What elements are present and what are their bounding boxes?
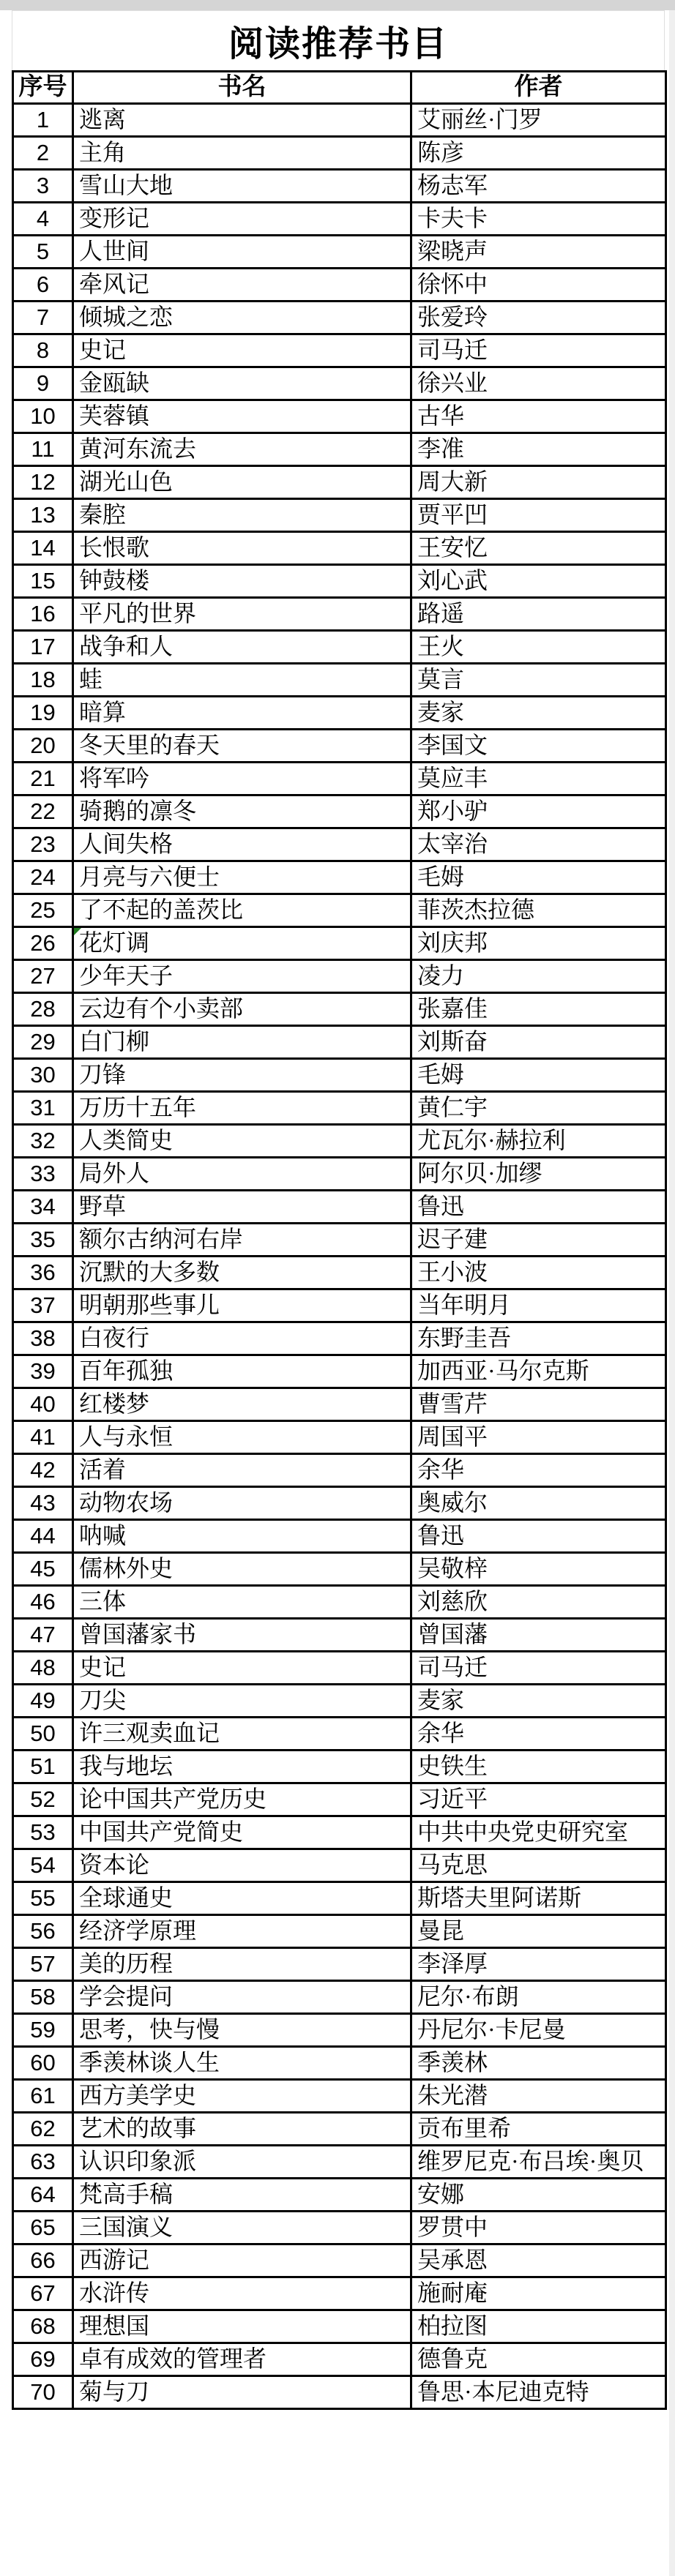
row-number-cell: 17 [13, 631, 73, 664]
author-cell: 马克思 [411, 1849, 666, 1882]
table-row [13, 1158, 666, 1191]
table-row [13, 927, 666, 960]
row-number-cell: 44 [13, 1520, 73, 1553]
book-title-cell: 云边有个小卖部 [73, 993, 411, 1026]
book-title-cell: 动物农场 [73, 1487, 411, 1520]
page-title: 阅读推荐书目 [12, 10, 665, 70]
row-number-cell: 13 [13, 499, 73, 532]
author-cell: 罗贯中 [411, 2212, 666, 2244]
row-number-cell: 12 [13, 466, 73, 499]
table-header [13, 72, 666, 104]
author-cell: 安娜 [411, 2179, 666, 2212]
author-cell: 梁晓声 [411, 236, 666, 269]
table-row [13, 1092, 666, 1125]
book-title-cell: 钟鼓楼 [73, 565, 411, 598]
row-number-cell: 4 [13, 203, 73, 236]
row-number-cell: 45 [13, 1553, 73, 1586]
author-cell: 鲁迅 [411, 1191, 666, 1224]
author-cell: 王火 [411, 631, 666, 664]
author-cell: 毛姆 [411, 1059, 666, 1092]
table-row [13, 499, 666, 532]
book-title-cell: 中国共产党简史 [73, 1816, 411, 1849]
author-cell: 黄仁宇 [411, 1092, 666, 1125]
book-title-cell: 史记 [73, 1652, 411, 1685]
table-row [13, 763, 666, 795]
author-cell: 艾丽丝·门罗 [411, 104, 666, 137]
author-cell: 李泽厚 [411, 1948, 666, 1981]
row-number-cell: 53 [13, 1816, 73, 1849]
book-title-cell: 万历十五年 [73, 1092, 411, 1125]
author-cell: 尼尔·布朗 [411, 1981, 666, 2014]
table-row [13, 1948, 666, 1981]
row-number-cell: 29 [13, 1026, 73, 1059]
row-number-cell: 49 [13, 1685, 73, 1718]
author-cell: 曾国藩 [411, 1619, 666, 1652]
row-number-cell: 16 [13, 598, 73, 631]
table-row [13, 1981, 666, 2014]
author-cell: 李国文 [411, 730, 666, 763]
book-title-cell: 牵风记 [73, 269, 411, 302]
author-cell: 吴敬梓 [411, 1553, 666, 1586]
row-number-cell: 33 [13, 1158, 73, 1191]
table-row [13, 1059, 666, 1092]
table-row [13, 1849, 666, 1882]
author-cell: 路遥 [411, 598, 666, 631]
table-row [13, 1652, 666, 1685]
author-cell: 莫言 [411, 664, 666, 697]
column-header-author: 作者 [411, 72, 666, 104]
row-number-cell: 70 [13, 2376, 73, 2409]
author-cell: 鲁迅 [411, 1520, 666, 1553]
book-title-cell: 儒林外史 [73, 1553, 411, 1586]
book-title-cell: 少年天子 [73, 960, 411, 993]
row-number-cell: 25 [13, 894, 73, 927]
book-title-cell: 战争和人 [73, 631, 411, 664]
author-cell: 周国平 [411, 1421, 666, 1454]
table-row [13, 2376, 666, 2409]
row-number-cell: 10 [13, 400, 73, 433]
comment-marker-icon [74, 928, 81, 935]
right-margin-strip [669, 10, 675, 2576]
author-cell: 菲茨杰拉德 [411, 894, 666, 927]
row-number-cell: 69 [13, 2343, 73, 2376]
book-title-cell: 平凡的世界 [73, 598, 411, 631]
book-title-cell: 明朝那些事儿 [73, 1289, 411, 1322]
table-row [13, 1553, 666, 1586]
row-number-cell: 5 [13, 236, 73, 269]
book-title-cell: 雪山大地 [73, 170, 411, 203]
author-cell: 司马迁 [411, 334, 666, 367]
row-number-cell: 6 [13, 269, 73, 302]
table-row [13, 598, 666, 631]
table-row [13, 236, 666, 269]
table-row [13, 1685, 666, 1718]
table-row [13, 1355, 666, 1388]
book-title-cell: 逃离 [73, 104, 411, 137]
table-row [13, 1257, 666, 1289]
book-title-cell: 美的历程 [73, 1948, 411, 1981]
row-number-cell: 18 [13, 664, 73, 697]
row-number-cell: 30 [13, 1059, 73, 1092]
book-title-cell: 三体 [73, 1586, 411, 1619]
author-cell: 麦家 [411, 1685, 666, 1718]
book-title-cell: 呐喊 [73, 1520, 411, 1553]
book-title-cell: 人世间 [73, 236, 411, 269]
row-number-cell: 11 [13, 433, 73, 466]
book-table-body [13, 104, 666, 2409]
book-title-cell: 论中国共产党历史 [73, 1783, 411, 1816]
book-title-cell: 红楼梦 [73, 1388, 411, 1421]
row-number-cell: 66 [13, 2244, 73, 2277]
row-number-cell: 59 [13, 2014, 73, 2047]
table-row [13, 466, 666, 499]
table-row [13, 2113, 666, 2146]
table-row [13, 993, 666, 1026]
table-row [13, 137, 666, 170]
author-cell: 加西亚·马尔克斯 [411, 1355, 666, 1388]
book-title-cell: 野草 [73, 1191, 411, 1224]
author-cell: 余华 [411, 1718, 666, 1751]
author-cell: 施耐庵 [411, 2277, 666, 2310]
row-number-cell: 32 [13, 1125, 73, 1158]
row-number-cell: 57 [13, 1948, 73, 1981]
book-title-cell: 理想国 [73, 2310, 411, 2343]
header-row [13, 72, 666, 104]
table-row [13, 170, 666, 203]
author-cell: 奥威尔 [411, 1487, 666, 1520]
row-number-cell: 14 [13, 532, 73, 565]
book-title-cell: 学会提问 [73, 1981, 411, 2014]
author-cell: 鲁思·本尼迪克特 [411, 2376, 666, 2409]
book-title-cell: 长恨歌 [73, 532, 411, 565]
author-cell: 毛姆 [411, 861, 666, 894]
author-cell: 德鲁克 [411, 2343, 666, 2376]
author-cell: 刘慈欣 [411, 1586, 666, 1619]
book-title-cell: 蛙 [73, 664, 411, 697]
author-cell: 刘庆邦 [411, 927, 666, 960]
book-title-cell: 沉默的大多数 [73, 1257, 411, 1289]
row-number-cell: 19 [13, 697, 73, 730]
table-row [13, 1289, 666, 1322]
table-row [13, 894, 666, 927]
table-row [13, 1026, 666, 1059]
author-cell: 史铁生 [411, 1751, 666, 1783]
row-number-cell: 60 [13, 2047, 73, 2080]
author-cell: 王安忆 [411, 532, 666, 565]
author-cell: 陈彦 [411, 137, 666, 170]
author-cell: 刘心武 [411, 565, 666, 598]
book-title-cell: 史记 [73, 334, 411, 367]
row-number-cell: 35 [13, 1224, 73, 1257]
row-number-cell: 37 [13, 1289, 73, 1322]
row-number-cell: 23 [13, 828, 73, 861]
table-row [13, 1520, 666, 1553]
row-number-cell: 27 [13, 960, 73, 993]
author-cell: 柏拉图 [411, 2310, 666, 2343]
book-title-cell: 了不起的盖茨比 [73, 894, 411, 927]
book-title-cell: 额尔古纳河右岸 [73, 1224, 411, 1257]
book-title-cell: 芙蓉镇 [73, 400, 411, 433]
book-title-cell: 许三观卖血记 [73, 1718, 411, 1751]
author-cell: 曼昆 [411, 1915, 666, 1948]
row-number-cell: 15 [13, 565, 73, 598]
author-cell: 郑小驴 [411, 795, 666, 828]
table-row [13, 2343, 666, 2376]
book-title-cell: 西方美学史 [73, 2080, 411, 2113]
table-row [13, 2047, 666, 2080]
table-row [13, 1783, 666, 1816]
book-title-cell: 认识印象派 [73, 2146, 411, 2179]
book-title-cell: 人类简史 [73, 1125, 411, 1158]
table-row [13, 631, 666, 664]
author-cell: 凌力 [411, 960, 666, 993]
row-number-cell: 34 [13, 1191, 73, 1224]
book-title-cell: 思考，快与慢 [73, 2014, 411, 2047]
table-row [13, 1586, 666, 1619]
row-number-cell: 36 [13, 1257, 73, 1289]
table-row [13, 1816, 666, 1849]
author-cell: 季羡林 [411, 2047, 666, 2080]
table-row [13, 1421, 666, 1454]
row-number-cell: 41 [13, 1421, 73, 1454]
book-title-cell: 我与地坛 [73, 1751, 411, 1783]
row-number-cell: 52 [13, 1783, 73, 1816]
table-row [13, 1487, 666, 1520]
table-row [13, 1751, 666, 1783]
row-number-cell: 61 [13, 2080, 73, 2113]
book-title-cell: 梵高手稿 [73, 2179, 411, 2212]
table-row [13, 1619, 666, 1652]
table-row [13, 302, 666, 334]
column-header-book-title: 书名 [73, 72, 411, 104]
author-cell: 斯塔夫里阿诺斯 [411, 1882, 666, 1915]
table-row [13, 1224, 666, 1257]
author-cell: 当年明月 [411, 1289, 666, 1322]
table-row [13, 861, 666, 894]
book-title-cell: 人间失格 [73, 828, 411, 861]
row-number-cell: 47 [13, 1619, 73, 1652]
book-title-cell: 刀尖 [73, 1685, 411, 1718]
row-number-cell: 51 [13, 1751, 73, 1783]
row-number-cell: 50 [13, 1718, 73, 1751]
row-number-cell: 1 [13, 104, 73, 137]
book-title-cell: 骑鹅的凛冬 [73, 795, 411, 828]
row-number-cell: 48 [13, 1652, 73, 1685]
top-margin-strip [0, 0, 675, 10]
book-title-cell: 将军吟 [73, 763, 411, 795]
row-number-cell: 42 [13, 1454, 73, 1487]
row-number-cell: 8 [13, 334, 73, 367]
book-title-cell: 变形记 [73, 203, 411, 236]
author-cell: 维罗尼克·布吕埃·奥贝 [411, 2146, 666, 2179]
table-row [13, 1915, 666, 1948]
table-row [13, 664, 666, 697]
table-row [13, 2179, 666, 2212]
row-number-cell: 58 [13, 1981, 73, 2014]
row-number-cell: 67 [13, 2277, 73, 2310]
author-cell: 古华 [411, 400, 666, 433]
table-row [13, 1718, 666, 1751]
author-cell: 麦家 [411, 697, 666, 730]
column-header-number: 序号 [13, 72, 73, 104]
row-number-cell: 26 [13, 927, 73, 960]
table-row [13, 960, 666, 993]
row-number-cell: 63 [13, 2146, 73, 2179]
author-cell: 阿尔贝·加缪 [411, 1158, 666, 1191]
row-number-cell: 38 [13, 1322, 73, 1355]
book-title-cell: 月亮与六便士 [73, 861, 411, 894]
book-title-cell: 花灯调 [73, 927, 411, 960]
book-title-cell: 人与永恒 [73, 1421, 411, 1454]
row-number-cell: 39 [13, 1355, 73, 1388]
row-number-cell: 68 [13, 2310, 73, 2343]
author-cell: 曹雪芹 [411, 1388, 666, 1421]
table-row [13, 532, 666, 565]
row-number-cell: 62 [13, 2113, 73, 2146]
book-title-cell: 卓有成效的管理者 [73, 2343, 411, 2376]
book-title-cell: 白夜行 [73, 1322, 411, 1355]
author-cell: 余华 [411, 1454, 666, 1487]
author-cell: 迟子建 [411, 1224, 666, 1257]
author-cell: 莫应丰 [411, 763, 666, 795]
table-row [13, 433, 666, 466]
book-title-cell: 活着 [73, 1454, 411, 1487]
author-cell: 吴承恩 [411, 2244, 666, 2277]
row-number-cell: 7 [13, 302, 73, 334]
table-row [13, 730, 666, 763]
author-cell: 东野圭吾 [411, 1322, 666, 1355]
book-title-cell: 全球通史 [73, 1882, 411, 1915]
book-title-cell: 白门柳 [73, 1026, 411, 1059]
table-row [13, 697, 666, 730]
author-cell: 卡夫卡 [411, 203, 666, 236]
book-title-cell: 百年孤独 [73, 1355, 411, 1388]
author-cell: 丹尼尔·卡尼曼 [411, 2014, 666, 2047]
row-number-cell: 46 [13, 1586, 73, 1619]
table-row [13, 1454, 666, 1487]
row-number-cell: 28 [13, 993, 73, 1026]
author-cell: 张嘉佳 [411, 993, 666, 1026]
book-title-cell: 经济学原理 [73, 1915, 411, 1948]
book-title-cell: 季羡林谈人生 [73, 2047, 411, 2080]
row-number-cell: 55 [13, 1882, 73, 1915]
author-cell: 周大新 [411, 466, 666, 499]
author-cell: 徐怀中 [411, 269, 666, 302]
author-cell: 王小波 [411, 1257, 666, 1289]
table-row [13, 795, 666, 828]
book-title-cell: 金瓯缺 [73, 367, 411, 400]
book-title-cell: 黄河东流去 [73, 433, 411, 466]
book-title-cell: 暗算 [73, 697, 411, 730]
book-title-cell: 湖光山色 [73, 466, 411, 499]
book-title-cell: 主角 [73, 137, 411, 170]
table-row [13, 203, 666, 236]
row-number-cell: 9 [13, 367, 73, 400]
book-title-cell: 艺术的故事 [73, 2113, 411, 2146]
author-cell: 贾平凹 [411, 499, 666, 532]
row-number-cell: 20 [13, 730, 73, 763]
table-row [13, 2080, 666, 2113]
author-cell: 徐兴业 [411, 367, 666, 400]
row-number-cell: 56 [13, 1915, 73, 1948]
book-title-cell: 菊与刀 [73, 2376, 411, 2409]
book-title-cell: 刀锋 [73, 1059, 411, 1092]
book-title-cell: 曾国藩家书 [73, 1619, 411, 1652]
book-title-cell: 秦腔 [73, 499, 411, 532]
row-number-cell: 65 [13, 2212, 73, 2244]
row-number-cell: 22 [13, 795, 73, 828]
row-number-cell: 21 [13, 763, 73, 795]
book-title-cell: 水浒传 [73, 2277, 411, 2310]
table-row [13, 2310, 666, 2343]
table-row [13, 1388, 666, 1421]
author-cell: 刘斯奋 [411, 1026, 666, 1059]
table-row [13, 104, 666, 137]
book-title-cell: 冬天里的春天 [73, 730, 411, 763]
table-row [13, 334, 666, 367]
row-number-cell: 3 [13, 170, 73, 203]
table-row [13, 565, 666, 598]
table-row [13, 828, 666, 861]
table-row [13, 2014, 666, 2047]
table-row [13, 2277, 666, 2310]
row-number-cell: 24 [13, 861, 73, 894]
book-table [12, 70, 667, 2410]
author-cell: 张爱玲 [411, 302, 666, 334]
row-number-cell: 40 [13, 1388, 73, 1421]
book-title-cell: 局外人 [73, 1158, 411, 1191]
author-cell: 贡布里希 [411, 2113, 666, 2146]
table-row [13, 269, 666, 302]
book-title-cell: 资本论 [73, 1849, 411, 1882]
author-cell: 中共中央党史研究室 [411, 1816, 666, 1849]
table-row [13, 1125, 666, 1158]
row-number-cell: 2 [13, 137, 73, 170]
row-number-cell: 64 [13, 2179, 73, 2212]
row-number-cell: 54 [13, 1849, 73, 1882]
book-title-cell: 西游记 [73, 2244, 411, 2277]
table-row [13, 2212, 666, 2244]
table-row [13, 2244, 666, 2277]
author-cell: 杨志军 [411, 170, 666, 203]
row-number-cell: 43 [13, 1487, 73, 1520]
book-title-cell: 倾城之恋 [73, 302, 411, 334]
row-number-cell: 31 [13, 1092, 73, 1125]
book-title-cell: 三国演义 [73, 2212, 411, 2244]
table-row [13, 1882, 666, 1915]
table-row [13, 1322, 666, 1355]
table-row [13, 1191, 666, 1224]
table-row [13, 2146, 666, 2179]
author-cell: 朱光潜 [411, 2080, 666, 2113]
table-row [13, 367, 666, 400]
table-row [13, 400, 666, 433]
author-cell: 太宰治 [411, 828, 666, 861]
author-cell: 司马迁 [411, 1652, 666, 1685]
author-cell: 尤瓦尔·赫拉利 [411, 1125, 666, 1158]
author-cell: 习近平 [411, 1783, 666, 1816]
author-cell: 李准 [411, 433, 666, 466]
